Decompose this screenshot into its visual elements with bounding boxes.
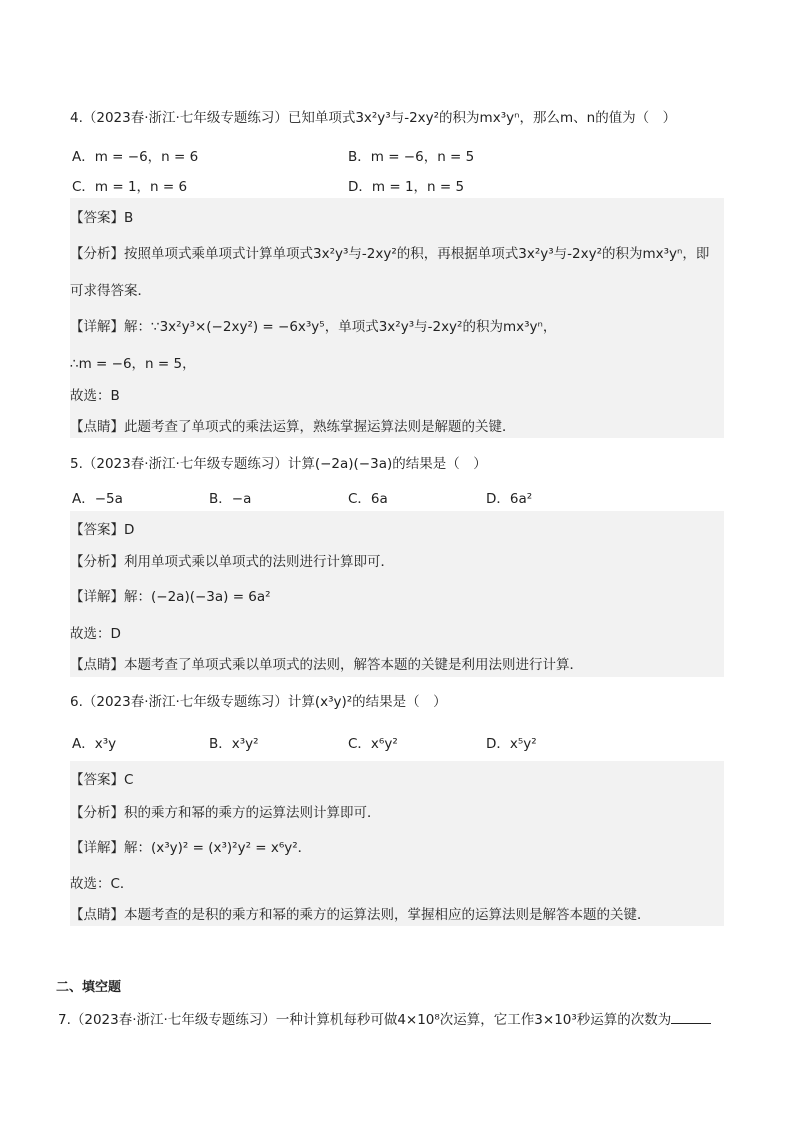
q5-comment: 【点睛】本题考查了单项式乘以单项式的法则，解答本题的关键是利用法则进行计算． [70, 657, 583, 673]
q4-option-d: D．m = 1，n = 5 [348, 179, 465, 195]
q4-stem: 4.（2023春·浙江·七年级专题练习）已知单项式3x²y³与-2xy²的积为mx³yⁿ，那么m、n的值为（ ） [70, 110, 677, 126]
q6-choice: 故选：C． [70, 876, 134, 892]
q7-stem [58, 1008, 711, 1028]
q6-option-d: D．x⁵y² [486, 736, 537, 752]
q6-comment: 【点睛】本题考查的是积的乘方和幂的乘方的运算法则，掌握相应的运算法则是解答本题的关键． [70, 907, 651, 923]
q6-stem: 6.（2023春·浙江·七年级专题练习）计算(x³y)²的结果是（ ） [70, 694, 447, 710]
q4-analysis-line1: 【分析】按照单项式乘单项式计算单项式3x²y³与-2xy²的积，再根据单项式3x²y³与-2xy²的积为mx³yⁿ，即 [70, 246, 710, 262]
q6-option-b: B．x³y² [209, 736, 259, 752]
q4-detail-line2: ∴m = −6，n = 5， [70, 356, 196, 372]
q5-choice: 故选：D [70, 626, 121, 642]
q5-option-d: D．6a² [486, 491, 533, 507]
q7-stem-text: 7.（2023春·浙江·七年级专题练习）一种计算机每秒可做4×10⁸次运算，它工作3×10³秒运算的次数为 [58, 1012, 672, 1028]
q4-option-a: A．m = −6，n = 6 [72, 149, 199, 165]
q7-answer-blank[interactable] [671, 1011, 711, 1024]
q4-detail-line1: 【详解】解：∵3x²y³×(−2xy²) = −6x³y⁵，单项式3x²y³与-2xy²的积为mx³yⁿ， [70, 319, 557, 335]
q6-detail: 【详解】解：(x³y)² = (x³)²y² = x⁶y²． [70, 840, 312, 856]
q6-analysis: 【分析】积的乘方和幂的乘方的运算法则计算即可． [70, 805, 381, 821]
q5-detail: 【详解】解：(−2a)(−3a) = 6a² [70, 589, 271, 605]
q4-choice: 故选：B [70, 388, 120, 404]
q4-analysis-line2: 可求得答案． [70, 283, 151, 299]
q5-analysis: 【分析】利用单项式乘以单项式的法则进行计算即可． [70, 554, 394, 570]
q5-answer: 【答案】D [70, 522, 135, 538]
q5-option-a: A．−5a [72, 491, 123, 507]
q6-answer: 【答案】C [70, 772, 134, 788]
q4-option-b: B．m = −6，n = 5 [348, 149, 475, 165]
q4-comment: 【点睛】此题考查了单项式的乘法运算，熟练掌握运算法则是解题的关键． [70, 419, 516, 435]
q5-option-b: B．−a [209, 491, 252, 507]
section-heading: 二、填空题 [56, 980, 122, 995]
q5-stem: 5.（2023春·浙江·七年级专题练习）计算(−2a)(−3a)的结果是（ ） [70, 456, 487, 472]
q6-option-a: A．x³y [72, 736, 117, 752]
q6-option-c: C．x⁶y² [348, 736, 398, 752]
q4-option-c: C．m = 1，n = 6 [72, 179, 188, 195]
q4-answer: 【答案】B [70, 210, 134, 226]
q5-option-c: C．6a [348, 491, 388, 507]
